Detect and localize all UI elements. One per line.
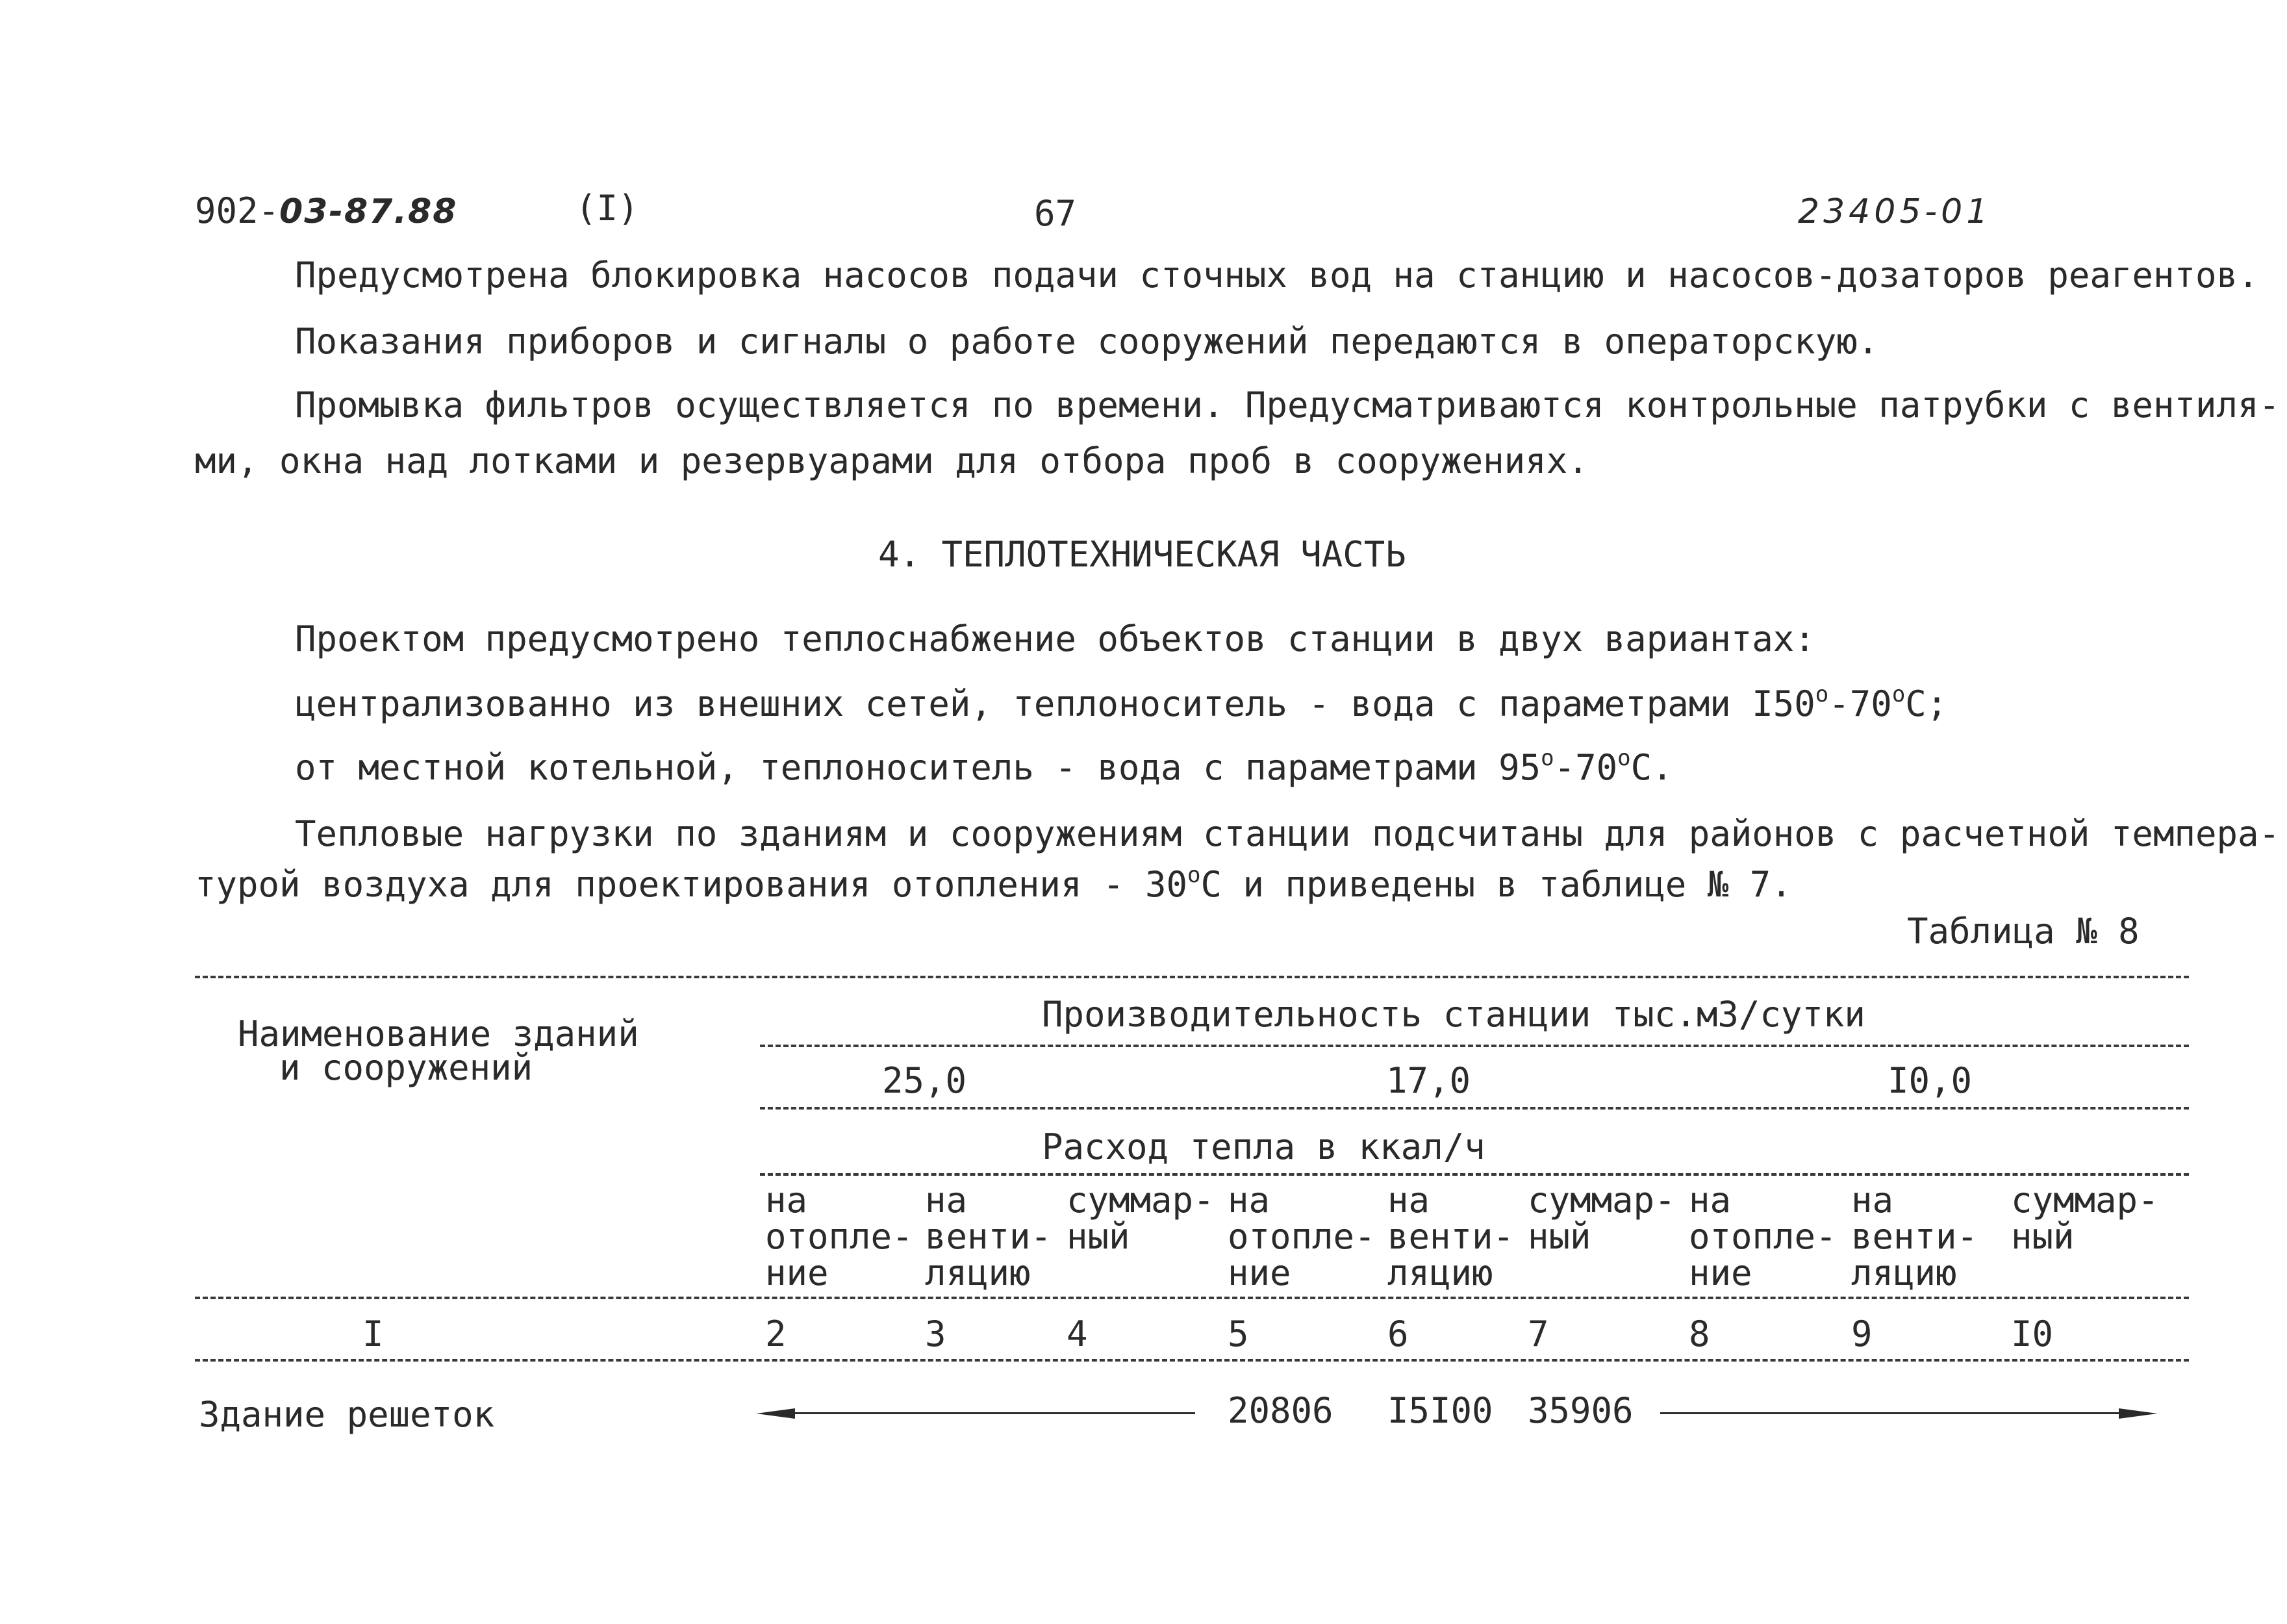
capacity-header: Производительность станции тыс.м3/сутки [1042,994,1865,1035]
paragraph-heat-loads-line1: Тепловые нагрузки по зданиям и сооружениям станции подсчитаны для районов с расчетной темпера- [295,813,2281,854]
section-title: 4. ТЕПЛОТЕХНИЧЕСКАЯ ЧАСТЬ [878,534,1406,575]
row-name: Здание решеток [199,1394,495,1435]
capacity-25: 25,0 [882,1060,967,1101]
capacity-header-rule [760,1045,2189,1047]
paragraph-heat-loads-line2: турой воздуха для проектирования отопления - $30^оС$ и приведены в таблице № 7. [195,862,1792,905]
column-numbers-rule [195,1359,2189,1362]
paragraph-central-heating: централизованно из внешних сетей, теплоноситель - вода с параметрами $I50^о-70^оС$; [295,681,1948,724]
doc-code-handwritten: 03-87.88 [279,192,458,231]
column-number-3: 3 [925,1313,946,1354]
paragraph-readings: Показания приборов и сигналы о работе сооружений передаются в операторскую. [295,321,1879,362]
paragraph-filter-wash-line1: Промывка фильтров осуществляется по времени. Предусматриваются контрольные патрубки с вентиля- [295,385,2281,425]
part-number: (I) [575,188,639,229]
name-column-header-line1: Наименование зданий [238,1013,639,1054]
subcolumn-heating-25: на отопле- ние [765,1180,913,1293]
subheader-bottom-rule [195,1297,2189,1299]
table-top-rule [195,976,2189,978]
subcolumn-total-17: суммар- ный [1528,1180,1676,1257]
left-arrow-icon [756,1404,795,1423]
capacity-values-rule [760,1107,2189,1110]
inventory-number: 23405-01 [1798,192,1992,231]
table-row [0,1384,2287,1436]
paragraph-heat-supply: Проектом предусмотрено теплоснабжение объектов станции в двух вариантах: [295,618,1815,659]
consumption-header: Расход тепла в ккал/ч [1042,1126,1485,1167]
column-number-1: I [362,1313,384,1354]
subcolumn-heating-17: на отопле- ние [1228,1180,1376,1293]
column-number-8: 8 [1689,1313,1710,1354]
left-arrow-line [766,1412,1195,1414]
doc-code-prefix: 902- [195,190,280,231]
paragraph-filter-wash-line2: ми, окна над лотками и резервуарами для отбора проб в сооружениях. [195,440,1589,481]
right-arrow-line [1660,1412,2141,1414]
column-number-2: 2 [765,1313,787,1354]
table-caption: Таблица № 8 [1907,911,2140,952]
capacity-17: 17,0 [1386,1060,1471,1101]
row-total-value: 35906 [1528,1390,1634,1431]
row-heating-value: 20806 [1228,1390,1333,1431]
page-number: 67 [1034,193,1077,234]
subcolumn-ventilation-17: на венти- ляцию [1387,1180,1515,1293]
subcolumn-total-25: суммар- ный [1067,1180,1215,1257]
paragraph-local-boiler: от местной котельной, теплоноситель - вода с параметрами $95^о-70^оС$. [295,745,1673,788]
column-number-6: 6 [1387,1313,1409,1354]
column-number-10: I0 [2011,1313,2054,1354]
consumption-header-rule [760,1173,2189,1176]
subcolumn-heating-10: на отопле- ние [1689,1180,1837,1293]
paragraph-interlock: Предусмотрена блокировка насосов подачи сточных вод на станцию и насосов-дозаторов реагентов. [295,255,2259,296]
column-number-4: 4 [1067,1313,1088,1354]
subcolumn-total-10: суммар- ный [2011,1180,2159,1257]
column-number-9: 9 [1851,1313,1873,1354]
capacity-10: I0,0 [1888,1060,1973,1101]
column-number-5: 5 [1228,1313,1249,1354]
subcolumn-ventilation-10: на венти- ляцию [1851,1180,1978,1293]
name-column-header-line2: и сооружений [279,1047,533,1088]
right-arrow-icon [2119,1404,2158,1423]
subcolumn-ventilation-25: на венти- ляцию [925,1180,1052,1293]
row-ventilation-value: I5I00 [1387,1390,1493,1431]
column-number-7: 7 [1528,1313,1549,1354]
doc-code [195,190,458,231]
